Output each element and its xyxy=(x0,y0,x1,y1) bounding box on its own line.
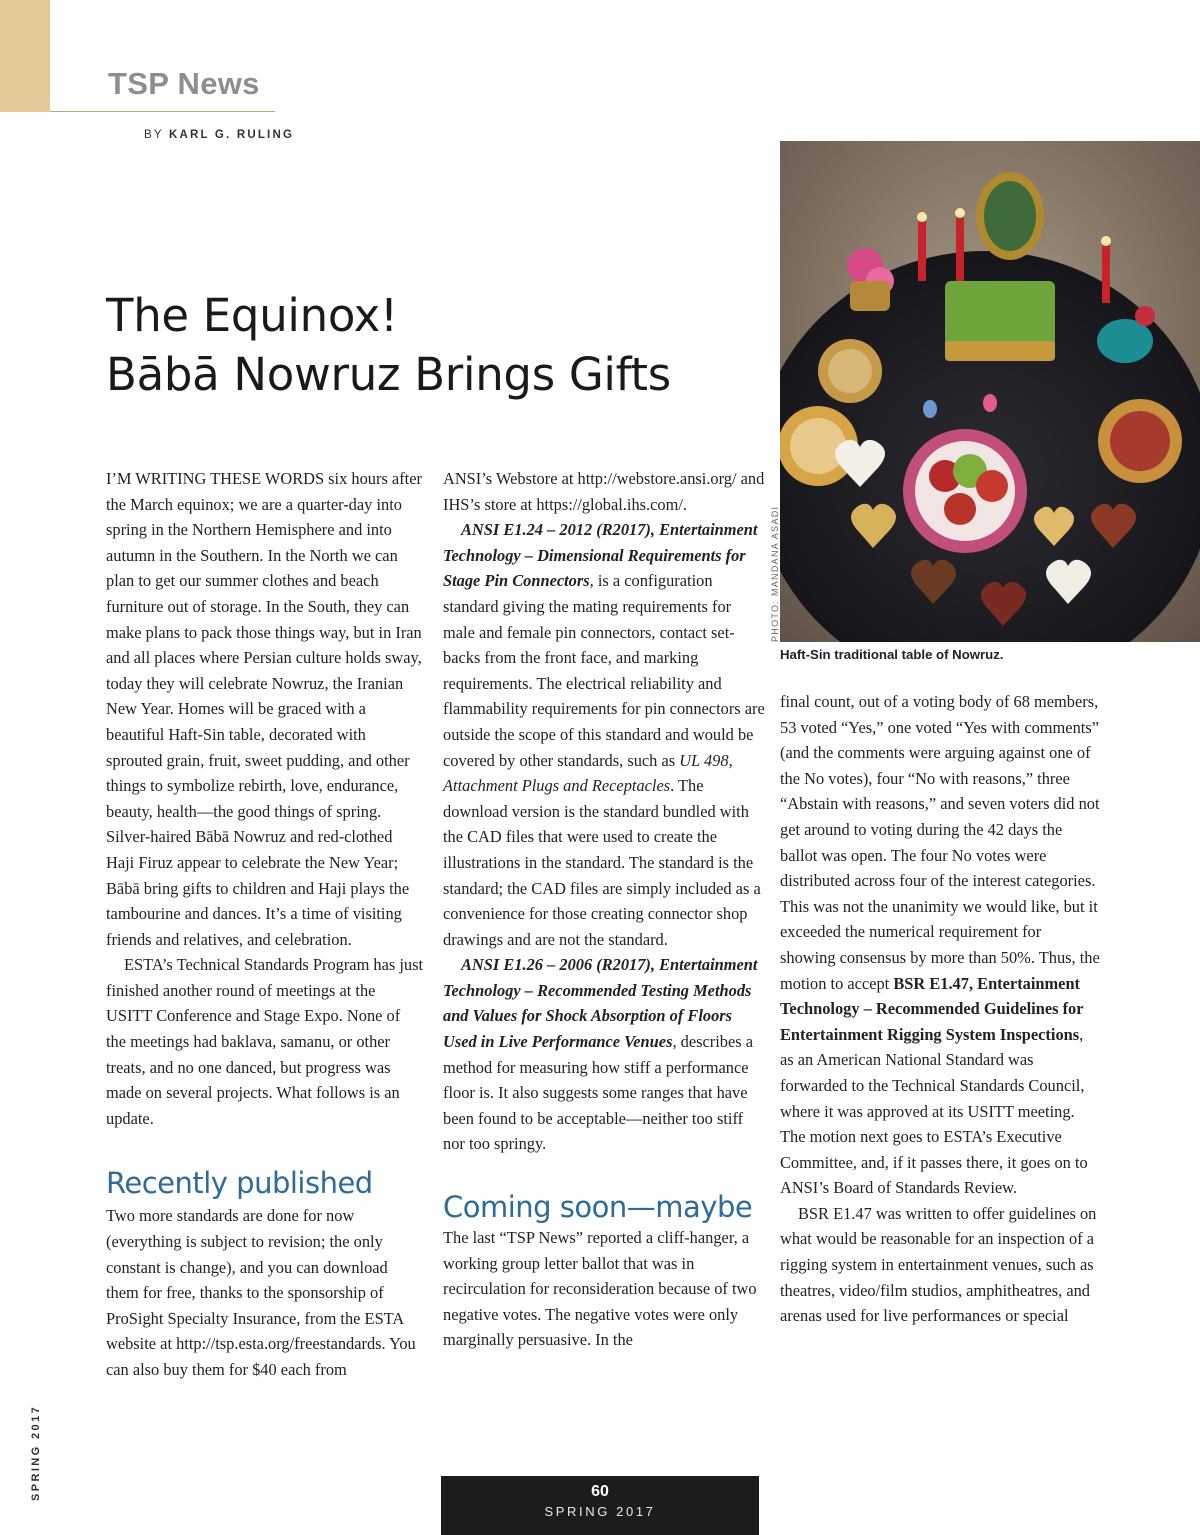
body-paragraph: The last “TSP News” reported a cliff-hanger, a working group letter ballot that was in recirculation for reconsideration because of two negative votes. The negative votes were only marginally persuasive. In the xyxy=(443,1228,757,1350)
column-2 xyxy=(443,466,765,1353)
body-paragraph: BSR E1.47 was written to offer guidelines on what would be reasonable for an inspection of a rigging system in entertainment venues, such as theatres, video/film studios, amphitheatres, and arenas used for live performances or special xyxy=(780,1203,1097,1326)
ballot-paragraph xyxy=(780,689,1100,1201)
side-issue-label: SPRING 2017 xyxy=(30,1404,42,1501)
standard-e126-paragraph xyxy=(443,952,765,1157)
haft-sin-photo xyxy=(780,141,1200,642)
article-headline xyxy=(106,286,671,404)
page-number: 60 xyxy=(591,1483,609,1500)
bsr-e147-title: BSR E1.47, Entertainment Technology – Recommended Guidelines for Entertainment Rigging System Inspections xyxy=(780,973,1084,1044)
byline-prefix: BY xyxy=(144,129,164,141)
section-rule xyxy=(50,111,275,112)
standard-e124-title: ANSI E1.24 – 2012 (R2017), Entertainment Technology – Dimensional Requirements for Stage Pin Connectors xyxy=(443,520,758,591)
section-title: TSP News xyxy=(108,66,260,101)
paragraph-text: , as an American National Standard was forwarded to the Technical Standards Council, where it was approved at its USITT meeting. The motion next goes to ESTA’s Executive Committee, and, if it passes there, it goes on to ANSI’s Board of Standards Review. xyxy=(780,1024,1088,1198)
footer-issue: SPRING 2017 xyxy=(544,1504,656,1519)
column-1 xyxy=(106,466,424,1383)
paragraph-text: , is a configuration standard giving the mating requirements for male and female pin connectors, contact set-backs from the front face, and marking requirements. The electrical reliability and flammability requirements for pin connectors are outside the scope of this standard and would be covered by other standards, such as xyxy=(443,571,765,770)
body-paragraph: ESTA’s Technical Standards Program has just finished another round of meetings at the USITT Conference and Stage Expo. None of the meetings had baklava, samanu, or other treats, and no one danced, but progress was made on several projects. What follows is an update. xyxy=(106,955,424,1128)
ul498-reference: UL 498, Attachment Plugs and Receptacles xyxy=(443,750,733,796)
byline xyxy=(144,129,294,141)
page-footer xyxy=(441,1476,759,1535)
paragraph-text: . The download version is the standard bundled with the CAD files that were used to create the illustrations in the standard. The standard is the standard; the CAD files are simply included as a convenience for those creating connector shop drawings and are not the standard. xyxy=(443,776,761,949)
byline-author: KARL G. RULING xyxy=(168,129,295,141)
headline-line-2: Bābā Nowruz Brings Gifts xyxy=(106,348,671,401)
photo-caption: Haft-Sin traditional table of Nowruz. xyxy=(780,647,1004,662)
headline-line-1: The Equinox! xyxy=(106,289,398,342)
photo-credit: PHOTO: MANDANA ASADI xyxy=(770,505,780,642)
paragraph-text: final count, out of a voting body of 68 members, 53 voted “Yes,” one voted “Yes with comments” (and the comments were arguing against one of the No votes), four “No with reasons,” three “Abstain with reasons,” and seven voters did not get around to voting during the 42 days the ballot was open. The four No votes were distributed across four of the interest categories. This was not the unanimity we would like, but it exceeded the numerical requirement for showing consensus by more than 50%. Thus, the motion to accept xyxy=(780,692,1100,993)
standard-e124-paragraph xyxy=(443,517,765,952)
section-tab xyxy=(0,0,50,112)
column-3 xyxy=(780,689,1100,1329)
subhead-coming-soon: Coming soon—maybe xyxy=(443,1190,753,1225)
paragraph-text: , describes a method for measuring how stiff a performance floor is. It also suggests some ranges that have been found to be acceptable—neither too stiff nor too springy. xyxy=(443,1032,754,1154)
body-paragraph: Two more standards are done for now (everything is subject to revision; the only constant is change), and you can download them for free, thanks to the sponsorship of ProSight Specialty Insurance, from the ESTA website at http://tsp.esta.org/freestandards. You can also buy them for $40 each from xyxy=(106,1206,416,1379)
haft-sin-illustration xyxy=(780,141,1200,642)
body-paragraph: ANSI’s Webstore at http://webstore.ansi.org/ and IHS’s store at https://global.ihs.com/. xyxy=(443,469,765,514)
standard-e126-title: ANSI E1.26 – 2006 (R2017), Entertainment Technology – Recommended Testing Methods and Values for Shock Absorption of Floors Used in Live Performance Venues xyxy=(443,955,758,1052)
subhead-recently-published: Recently published xyxy=(106,1166,373,1201)
intro-paragraph: I’M WRITING THESE WORDS six hours after the March equinox; we are a quarter-day into spring in the Northern Hemisphere and into autumn in the Southern. In the North we can plan to get our summer clothes and beach furniture out of storage. In the South, they can make plans to pack those things way, but in Iran and all places where Persian culture holds sway, today they will celebrate Nowruz, the Iranian New Year. Homes will be graced with a beautiful Haft-Sin table, decorated with sprouted grain, fruit, sweet pudding, and other things to symbolize rebirth, love, endurance, beauty, health—the good things of spring. Silver-haired Bābā Nowruz and red-clothed Haji Firuz appear to celebrate the New Year; Bābā bring gifts to children and Haji plays the tambourine and dances. It’s a time of visiting friends and relatives, and celebration. xyxy=(106,469,422,949)
